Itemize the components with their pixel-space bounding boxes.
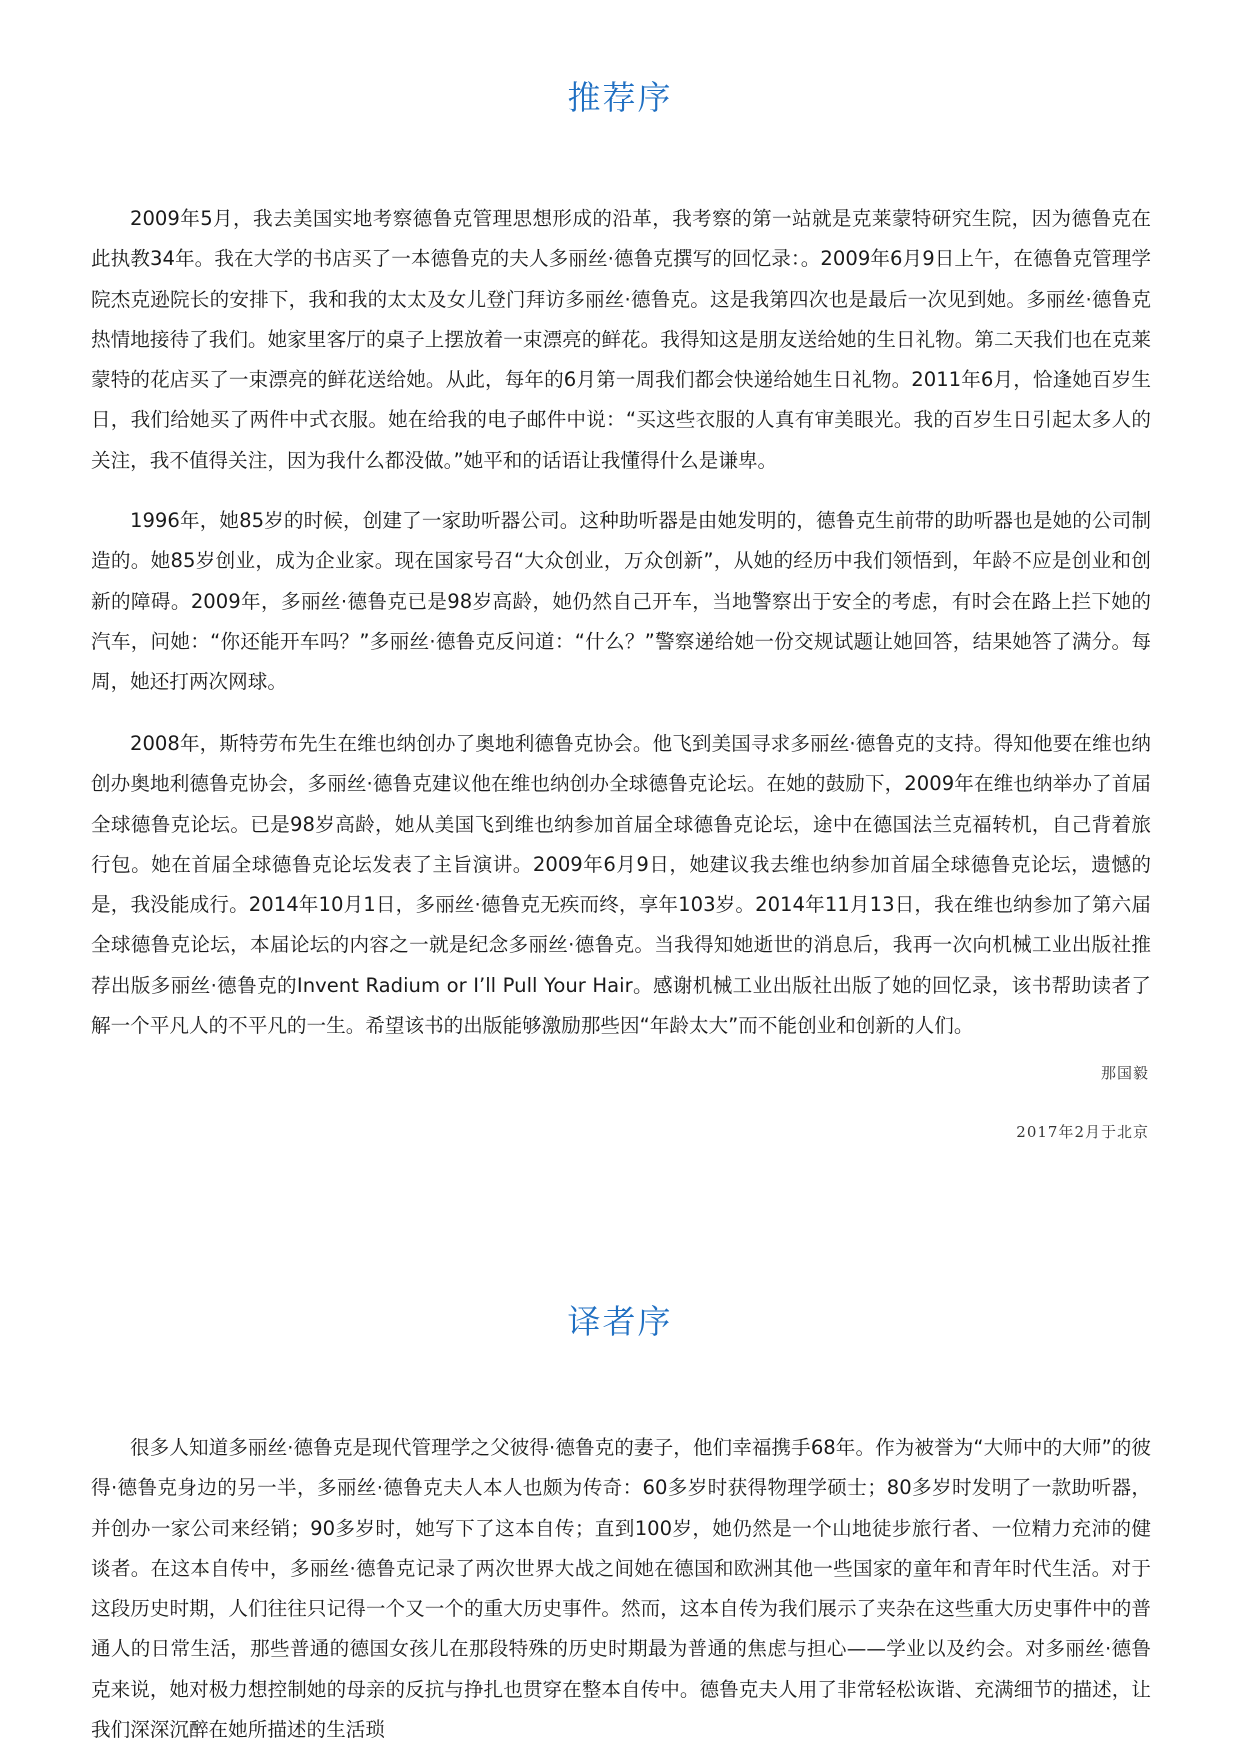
foreword-date-place: 2017年2月于北京 bbox=[1016, 1123, 1149, 1141]
translator-preface-title: 译者序 bbox=[567, 1302, 673, 1341]
foreword-paragraph-3: 2008年，斯特劳布先生在维也纳创办了奥地利德鲁克协会。他飞到美国寻求多丽丝·德鲁克的支持。得知他要在维也纳创办奥地利德鲁克协会，多丽丝·德鲁克建议他在维也纳创办全球德鲁克论坛。在她的鼓励下，2009年在维也纳举办了首届全球德鲁克论坛。已是98岁高龄，她从美国飞到维也纳参加首届全球德鲁克论坛，途中在德国法兰克福转机，自己背着旅行包。她在首届全球德鲁克论坛发表了主旨演讲。2009年6月9日，她建议我去维也纳参加首届全球德鲁克论坛，遗憾的是，我没能成行。2014年10月1日，多丽丝·德鲁克无疾而终，享年103岁。2014年11月13日，我在维也纳参加了第六届全球德鲁克论坛，本届论坛的内容之一就是纪念多丽丝·德鲁克。当我得知她逝世的消息后，我再一次向机械工业出版社推荐出版多丽丝·德鲁克的Invent Radium or I’ll Pull Your Hair。感谢机械工业出版社出版了她的回忆录，该书帮助读者了解一个平凡人的不平凡的一生。希望该书的出版能够激励那些因“年龄太大”而不能创业和创新的人们。 bbox=[91, 732, 1151, 1038]
foreword-paragraph-1: 2009年5月，我去美国实地考察德鲁克管理思想形成的沿革，我考察的第一站就是克莱蒙特研究生院，因为德鲁克在此执教34年。我在大学的书店买了一本德鲁克的夫人多丽丝·德鲁克撰写的回忆录：。2009年6月9日上午，在德鲁克管理学院杰克逊院长的安排下，我和我的太太及女儿登门拜访多丽丝·德鲁克。这是我第四次也是最后一次见到她。多丽丝·德鲁克热情地接待了我们。她家里客厅的桌子上摆放着一束漂亮的鲜花。我得知这是朋友送给她的生日礼物。第二天我们也在克莱蒙特的花店买了一束漂亮的鲜花送给她。从此，每年的6月第一周我们都会快递给她生日礼物。2011年6月，恰逢她百岁生日，我们给她买了两件中式衣服。她在给我的电子邮件中说：“买这些衣服的人真有审美眼光。我的百岁生日引起太多人的关注，我不值得关注，因为我什么都没做。”她平和的话语让我懂得什么是谦卑。 bbox=[91, 207, 1151, 472]
foreword-paragraph-2: 1996年，她85岁的时候，创建了一家助听器公司。这种助听器是由她发明的，德鲁克生前带的助听器也是她的公司制造的。她85岁创业，成为企业家。现在国家号召“大众创业，万众创新”，从她的经历中我们领悟到，年龄不应是创业和创新的障碍。2009年，多丽丝·德鲁克已是98岁高龄，她仍然自己开车，当地警察出于安全的考虑，有时会在路上拦下她的汽车，问她：“你还能开车吗？”多丽丝·德鲁克反问道：“什么？”警察递给她一份交规试题让她回答，结果她答了满分。每周，她还打两次网球。 bbox=[91, 509, 1151, 694]
foreword-title: 推荐序 bbox=[567, 78, 673, 117]
foreword-signature: 那国毅 bbox=[1100, 1064, 1149, 1082]
translator-preface-paragraph-1: 很多人知道多丽丝·德鲁克是现代管理学之父彼得·德鲁克的妻子，他们幸福携手68年。作为被誉为“大师中的大师”的彼得·德鲁克身边的另一半，多丽丝·德鲁克夫人本人也颇为传奇：60多岁时获得物理学硕士；80多岁时发明了一款助听器，并创办一家公司来经销；90多岁时，她写下了这本自传；直到100岁，她仍然是一个山地徒步旅行者、一位精力充沛的健谈者。在这本自传中，多丽丝·德鲁克记录了两次世界大战之间她在德国和欧洲其他一些国家的童年和青年时代生活。对于这段历史时期，人们往往只记得一个又一个的重大历史事件。然而，这本自传为我们展示了夹杂在这些重大历史事件中的普通人的日常生活，那些普通的德国女孩儿在那段特殊的历史时期最为普通的焦虑与担心——学业以及约会。对多丽丝·德鲁克来说，她对极力想控制她的母亲的反抗与挣扎也贯穿在整本自传中。德鲁克夫人用了非常轻松诙谐、充满细节的描述，让我们深深沉醉在她所描述的生活琐 bbox=[91, 1436, 1151, 1742]
